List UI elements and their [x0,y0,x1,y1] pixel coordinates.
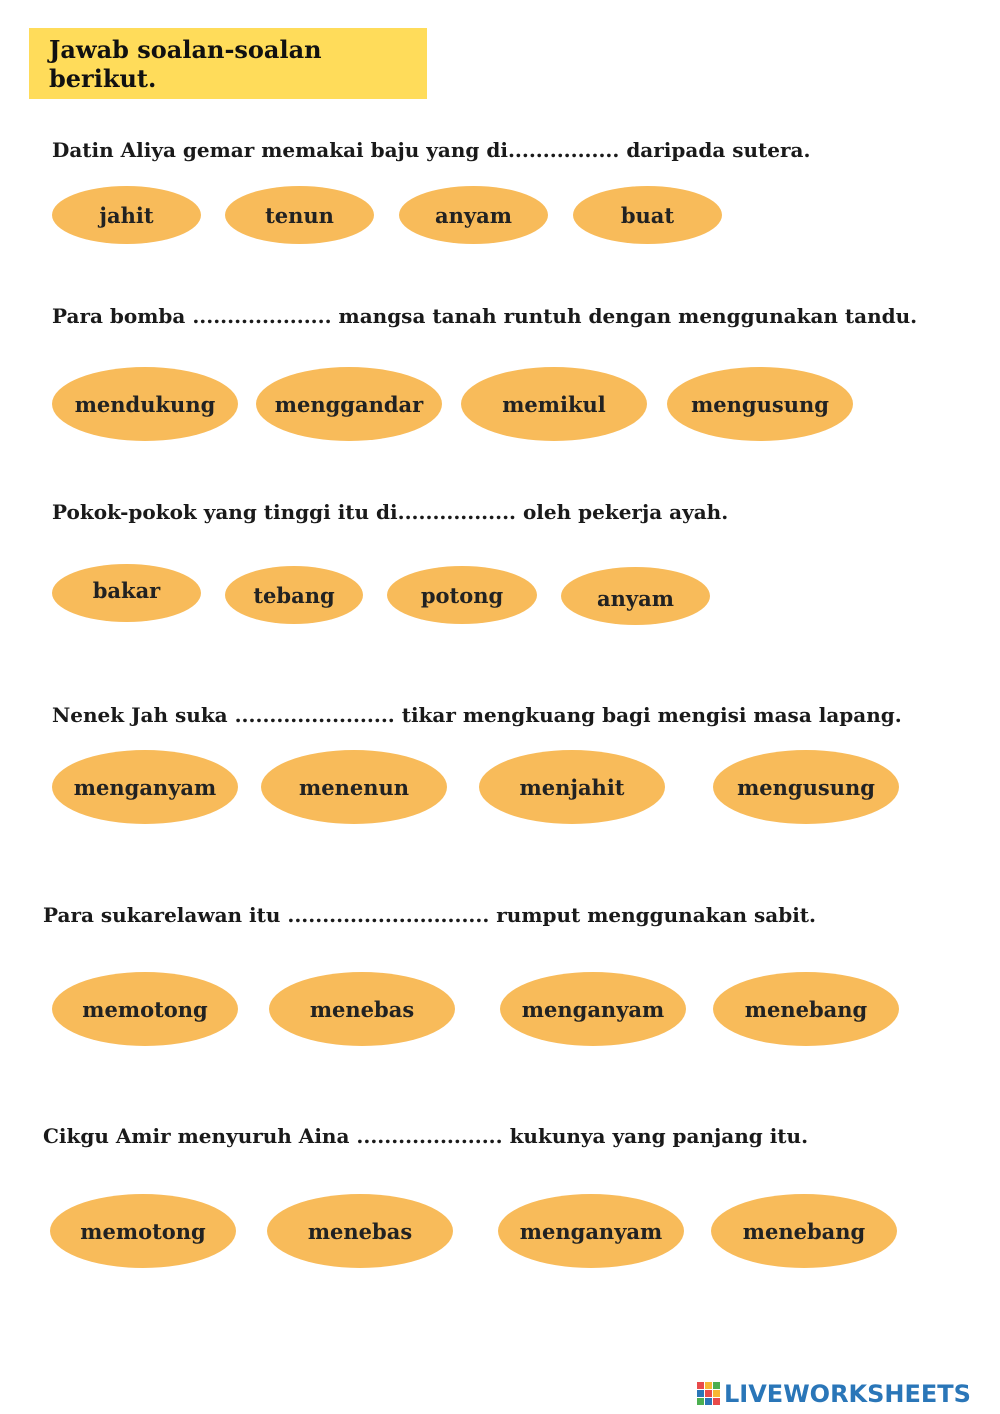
q2-option-4[interactable]: mengusung [667,367,853,441]
question-6-text: Cikgu Amir menyuruh Aina ..................... kukunya yang panjang itu. [43,1124,809,1148]
q3-option-2[interactable]: tebang [225,566,363,624]
liveworksheets-logo [697,1380,971,1408]
q3-option-1[interactable]: bakar [52,564,201,622]
q5-option-2[interactable]: menebas [269,972,455,1046]
brand-name: LIVEWORKSHEETS [724,1380,971,1408]
liveworksheets-icon [697,1382,721,1406]
q5-option-4[interactable]: menebang [713,972,899,1046]
q1-option-2[interactable]: tenun [225,186,374,244]
q6-option-2[interactable]: menebas [267,1194,453,1268]
q3-option-3[interactable]: potong [387,566,537,624]
question-1-text: Datin Aliya gemar memakai baju yang di................ daripada sutera. [52,138,811,162]
q2-option-2[interactable]: menggandar [256,367,442,441]
q6-option-4[interactable]: menebang [711,1194,897,1268]
question-3-text: Pokok-pokok yang tinggi itu di................. oleh pekerja ayah. [52,500,729,524]
q5-option-1[interactable]: memotong [52,972,238,1046]
q4-option-3[interactable]: menjahit [479,750,665,824]
q4-option-1[interactable]: menganyam [52,750,238,824]
question-4-text: Nenek Jah suka ....................... tikar mengkuang bagi mengisi masa lapang. [52,703,902,727]
q6-option-1[interactable]: memotong [50,1194,236,1268]
q1-option-1[interactable]: jahit [52,186,201,244]
q3-option-4[interactable]: anyam [561,567,710,625]
q2-option-3[interactable]: memikul [461,367,647,441]
q5-option-3[interactable]: menganyam [500,972,686,1046]
q6-option-3[interactable]: menganyam [498,1194,684,1268]
q4-option-2[interactable]: menenun [261,750,447,824]
q2-option-1[interactable]: mendukung [52,367,238,441]
title-banner [29,28,427,99]
page-title: Jawab soalan-soalan berikut. [49,34,322,93]
q4-option-4[interactable]: mengusung [713,750,899,824]
question-5-text: Para sukarelawan itu ............................. rumput menggunakan sabit. [43,903,816,927]
q1-option-3[interactable]: anyam [399,186,548,244]
question-2-text: Para bomba .................... mangsa tanah runtuh dengan menggunakan tandu. [52,304,918,328]
q1-option-4[interactable]: buat [573,186,722,244]
